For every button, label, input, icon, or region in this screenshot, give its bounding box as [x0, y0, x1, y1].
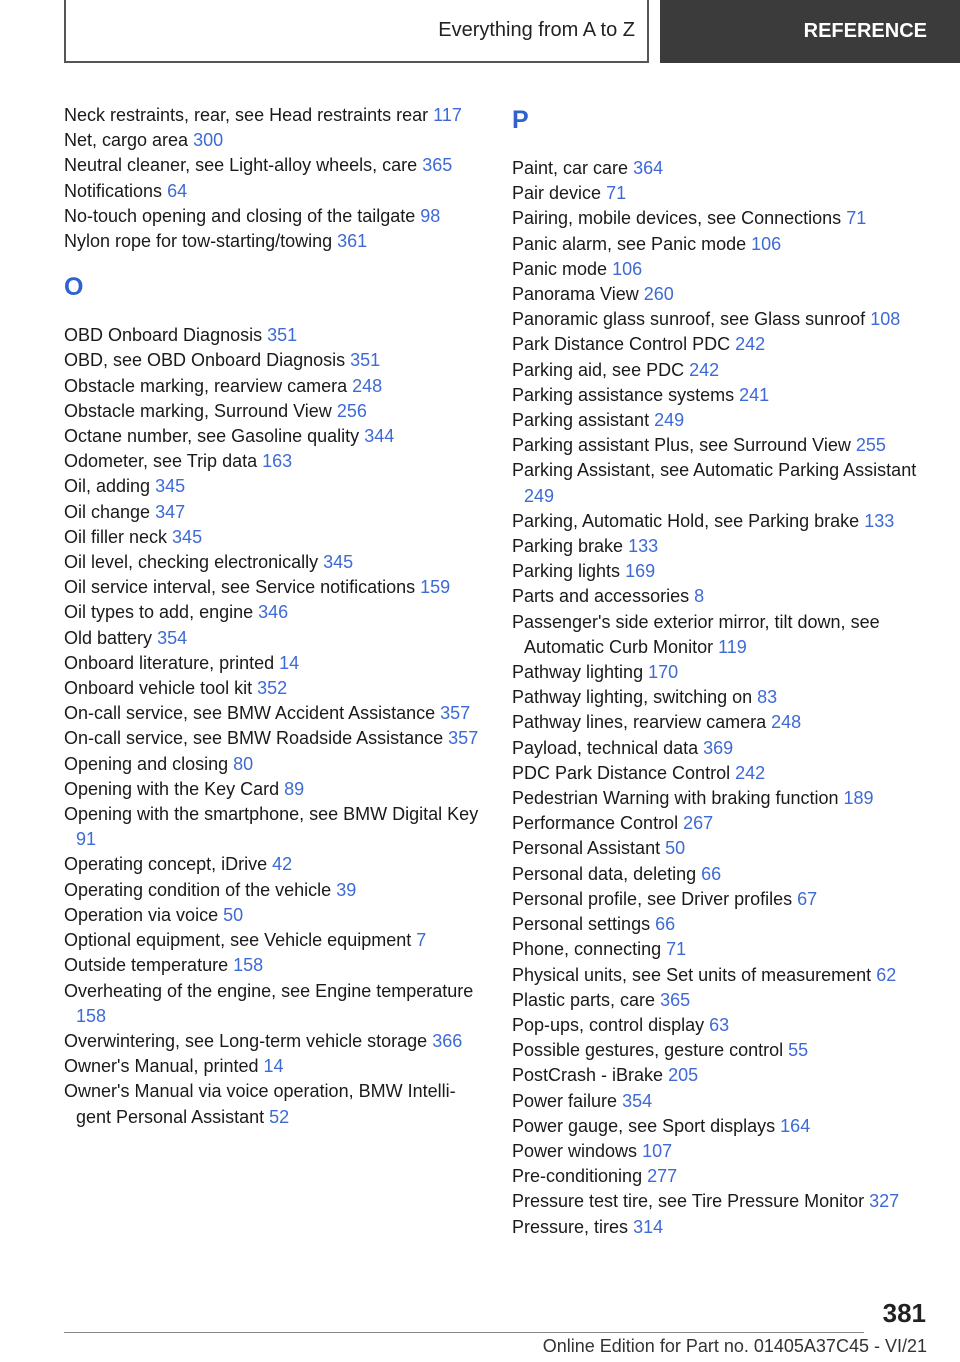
page-reference-link[interactable]: 108 [870, 309, 901, 330]
index-entry-text: Possible gestures, gesture control [512, 1040, 784, 1061]
page-reference-link[interactable]: 346 [258, 602, 289, 623]
index-entry-text: Payload, technical data [512, 737, 699, 758]
page-reference-link[interactable]: 64 [167, 180, 188, 201]
index-entry [64, 651, 484, 676]
page-reference-link[interactable]: 347 [155, 501, 186, 522]
page-reference-link[interactable]: 158 [76, 1005, 107, 1026]
page-reference-link[interactable]: 50 [223, 904, 244, 925]
index-entry [64, 153, 484, 178]
index-entry [512, 963, 932, 988]
index-entry [512, 282, 932, 307]
index-entry [512, 358, 932, 383]
index-entry [512, 610, 932, 660]
index-entry [512, 257, 932, 282]
page-reference-link[interactable]: 344 [364, 426, 395, 447]
index-entry-text: Plastic parts, care [512, 989, 656, 1010]
page-reference-link[interactable]: 365 [422, 155, 453, 176]
page-reference-link[interactable]: 314 [633, 1216, 664, 1237]
index-entry [512, 685, 932, 710]
index-entry-text: Operating condition of the vehicle [64, 879, 332, 900]
index-column-right [512, 103, 932, 1240]
index-entry-text: Parking assistant Plus, see Surround View [512, 435, 851, 456]
page-reference-link[interactable]: 66 [701, 863, 722, 884]
page-reference-link[interactable]: 364 [633, 158, 664, 178]
page-reference-link[interactable]: 55 [788, 1040, 809, 1061]
index-entry-text: Opening and closing [64, 753, 229, 774]
page-reference-link[interactable]: 98 [420, 205, 441, 226]
index-entry [512, 988, 932, 1013]
index-entry-text: Pair device [512, 183, 602, 204]
footer-divider [64, 1332, 864, 1333]
index-entry [512, 1215, 932, 1240]
index-entry [64, 701, 484, 726]
page-reference-link[interactable]: 366 [432, 1030, 463, 1051]
index-entry-text: Park Distance Control PDC [512, 334, 731, 355]
index-entry [512, 761, 932, 786]
index-entry-text: Net, cargo area [64, 130, 189, 151]
section-title: Everything from A to Z [438, 19, 635, 41]
page-reference-link[interactable]: 170 [648, 662, 679, 683]
index-entry [64, 802, 484, 852]
index-entry [512, 584, 932, 609]
index-entry-text: Phone, connecting [512, 939, 662, 960]
page-reference-link[interactable]: 327 [869, 1191, 900, 1212]
page-reference-link[interactable]: 83 [757, 687, 778, 708]
index-entry [512, 937, 932, 962]
index-entry [512, 206, 932, 231]
index-entry [512, 1189, 932, 1214]
index-entry [512, 181, 932, 206]
index-entry [64, 229, 484, 254]
index-entry-text: Overheating of the engine, see Engine temperature [64, 980, 474, 1001]
page-reference-link[interactable]: 89 [284, 778, 305, 799]
index-entry-text: OBD Onboard Diagnosis [64, 325, 263, 346]
page-reference-link[interactable]: 242 [689, 359, 720, 380]
page-reference-link[interactable]: 163 [262, 451, 293, 472]
index-entry [64, 1054, 484, 1079]
index-entry [512, 156, 932, 181]
index-entry-text: Pressure test tire, see Tire Pressure Monitor [512, 1191, 865, 1212]
page-reference-link[interactable]: 255 [855, 435, 886, 456]
page-reference-link[interactable]: 267 [683, 813, 714, 834]
index-column-left [64, 103, 484, 1130]
index-entry-text: Parts and accessories [512, 586, 690, 607]
page-reference-link[interactable]: 71 [846, 208, 867, 229]
index-entry [512, 836, 932, 861]
page-reference-link[interactable]: 63 [709, 1014, 730, 1035]
page-reference-link[interactable]: 71 [666, 939, 687, 960]
index-entry-text: Paint, car care [512, 158, 629, 178]
index-entry-text: Power windows [512, 1140, 638, 1161]
chapter-tab [660, 0, 960, 63]
index-entry-text: Pathway lighting, switching on [512, 687, 753, 708]
index-entry [512, 862, 932, 887]
index-entry-text: Pop-ups, control display [512, 1014, 705, 1035]
index-entry [64, 600, 484, 625]
page-number: 381 [882, 1298, 926, 1328]
page-reference-link[interactable]: 106 [751, 233, 782, 254]
index-entry-text: Oil level, checking electronically [64, 552, 319, 573]
page-reference-link[interactable]: 80 [233, 753, 254, 774]
page-reference-link[interactable]: 91 [76, 829, 97, 850]
index-entry-text: No-touch opening and closing of the tailgate [64, 205, 416, 226]
index-entry [64, 928, 484, 953]
index-entry-text: Owner's Manual via voice operation, BMW Intelligent Personal Assistant [64, 1081, 456, 1127]
index-entry-text: Opening with the smartphone, see BMW Digital Key [64, 804, 479, 825]
index-entry [64, 550, 484, 575]
index-entry [512, 660, 932, 685]
page-reference-link[interactable]: 357 [448, 728, 479, 749]
page-reference-link[interactable]: 42 [272, 854, 293, 875]
index-entry-text: OBD, see OBD Onboard Diagnosis [64, 350, 346, 371]
index-entry-text: On-call service, see BMW Roadside Assistance [64, 728, 444, 749]
index-entry [512, 332, 932, 357]
chapter-tab-label: REFERENCE [803, 20, 927, 42]
index-entry [512, 1038, 932, 1063]
index-entry-text: Odometer, see Trip data [64, 451, 258, 472]
page-reference-link[interactable]: 119 [718, 636, 747, 657]
index-entry [512, 408, 932, 433]
index-entry-text: Physical units, see Set units of measurement [512, 964, 872, 985]
index-entry [64, 676, 484, 701]
index-entry-text: Panoramic glass sunroof, see Glass sunroof [512, 309, 866, 330]
index-entry-text: Pre-conditioning [512, 1166, 643, 1187]
index-entry-text: Opening with the Key Card [64, 778, 280, 799]
page-reference-link[interactable]: 345 [155, 476, 186, 497]
index-entry [64, 1079, 484, 1129]
index-entry-text: Neutral cleaner, see Light-alloy wheels, care [64, 155, 418, 176]
index-entry-text: Personal Assistant [512, 838, 661, 859]
index-entry-text: Panorama View [512, 284, 639, 305]
index-entry [64, 500, 484, 525]
index-entry-text: Onboard literature, printed [64, 652, 275, 673]
page-reference-link[interactable]: 66 [655, 914, 676, 935]
index-entry [64, 726, 484, 751]
page-reference-link[interactable]: 159 [420, 577, 451, 598]
index-entry [64, 449, 484, 474]
index-entry [64, 752, 484, 777]
index-entry-text: Pathway lighting [512, 662, 644, 683]
index-entry-text: Owner's Manual, printed [64, 1056, 259, 1077]
index-entry [512, 1114, 932, 1139]
page-reference-link[interactable]: 39 [336, 879, 357, 900]
page-reference-link[interactable]: 71 [606, 183, 627, 204]
index-entry-text: Personal profile, see Driver profiles [512, 888, 793, 909]
index-entry-text: Parking aid, see PDC [512, 359, 685, 380]
index-entry-text: Panic mode [512, 258, 608, 279]
index-entry-text: Passenger's side exterior mirror, tilt down, see Automatic Curb Monitor [512, 611, 880, 657]
index-entry [64, 103, 484, 128]
page-reference-link[interactable]: 14 [279, 652, 300, 673]
index-entry [64, 399, 484, 424]
page-reference-link[interactable]: 169 [625, 561, 656, 582]
index-entry [64, 852, 484, 877]
page-reference-link[interactable]: 248 [352, 375, 383, 396]
page-reference-link[interactable]: 14 [263, 1056, 284, 1077]
index-entry-text: Obstacle marking, Surround View [64, 400, 332, 421]
page-reference-link[interactable]: 189 [843, 788, 874, 809]
index-entry [64, 128, 484, 153]
index-entry [64, 348, 484, 373]
index-entry-text: Overwintering, see Long-term vehicle storage [64, 1030, 428, 1051]
page-reference-link[interactable]: 242 [735, 334, 766, 355]
index-entry-text: Onboard vehicle tool kit [64, 678, 253, 699]
running-header [64, 0, 649, 63]
footer-edition: Online Edition for Part no. 01405A37C45 - VI/21 [542, 1336, 927, 1356]
index-entry [512, 383, 932, 408]
index-entry [512, 736, 932, 761]
index-entry-text: Pairing, mobile devices, see Connections [512, 208, 842, 229]
index-entry [512, 458, 932, 508]
page-reference-link[interactable]: 365 [660, 989, 691, 1010]
index-entry [64, 575, 484, 600]
index-entry-text: Personal settings [512, 914, 651, 935]
page-reference-link[interactable]: 354 [157, 627, 188, 648]
index-entry-text: Parking brake [512, 536, 624, 557]
page-reference-link[interactable]: 260 [643, 284, 674, 305]
page-reference-link[interactable]: 67 [797, 888, 818, 909]
index-entry-text: Octane number, see Gasoline quality [64, 426, 360, 447]
index-entry [64, 474, 484, 499]
index-entry-text: Optional equipment, see Vehicle equipment [64, 930, 412, 951]
index-entry [512, 559, 932, 584]
page-reference-link[interactable]: 354 [622, 1090, 653, 1111]
page-reference-link[interactable]: 241 [739, 384, 770, 405]
index-entry-text: On-call service, see BMW Accident Assistance [64, 703, 436, 724]
index-entry [64, 424, 484, 449]
page-reference-link[interactable]: 158 [233, 955, 264, 976]
page-reference-link[interactable]: 277 [647, 1166, 678, 1187]
index-entry [512, 786, 932, 811]
index-entry [512, 1089, 932, 1114]
page-reference-link[interactable]: 8 [694, 586, 705, 607]
page-reference-link[interactable]: 345 [323, 552, 354, 573]
page-reference-link[interactable]: 164 [780, 1115, 811, 1136]
index-entry-text: Parking, Automatic Hold, see Parking brake [512, 510, 860, 531]
index-entry-text: Parking Assistant, see Automatic Parking Assistant [512, 460, 917, 481]
index-entry-text: Personal data, deleting [512, 863, 697, 884]
page-reference-link[interactable]: 345 [172, 526, 203, 547]
index-entry-text: Notifications [64, 180, 163, 201]
index-entry [512, 534, 932, 559]
index-entry [512, 1139, 932, 1164]
index-letter-heading: P [512, 106, 529, 134]
index-entry [512, 433, 932, 458]
index-entry-text: Neck restraints, rear, see Head restraints rear [64, 105, 429, 125]
index-entry [64, 953, 484, 978]
index-entry-text: Operation via voice [64, 904, 219, 925]
page-reference-link[interactable]: 351 [350, 350, 381, 371]
page-reference-link[interactable]: 133 [628, 536, 659, 557]
page-reference-link[interactable]: 106 [612, 258, 643, 279]
index-entry-text: PostCrash - iBrake [512, 1065, 664, 1086]
index-entry [64, 903, 484, 928]
page-reference-link[interactable]: 249 [654, 410, 685, 431]
index-entry [64, 979, 484, 1029]
index-entry [64, 204, 484, 229]
index-entry [512, 1013, 932, 1038]
index-entry-text: Power failure [512, 1090, 618, 1111]
index-entry-text: Oil service interval, see Service notifications [64, 577, 416, 598]
index-entry-text: Old battery [64, 627, 153, 648]
index-entry [512, 912, 932, 937]
page-reference-link[interactable]: 7 [416, 930, 427, 951]
index-entry-text: Oil filler neck [64, 526, 168, 547]
page-reference-link[interactable]: 62 [876, 964, 897, 985]
index-entry [64, 626, 484, 651]
index-entry [512, 509, 932, 534]
index-entry [512, 710, 932, 735]
page-reference-link[interactable]: 248 [771, 712, 802, 733]
index-entry [64, 777, 484, 802]
page-reference-link[interactable]: 256 [336, 400, 367, 421]
page-reference-link[interactable]: 52 [269, 1106, 290, 1127]
index-entry [64, 525, 484, 550]
page-reference-link[interactable]: 205 [668, 1065, 699, 1086]
page-reference-link[interactable]: 351 [267, 325, 298, 346]
page-reference-link[interactable]: 249 [524, 485, 555, 506]
page-reference-link[interactable]: 133 [864, 510, 895, 531]
page-reference-link[interactable]: 50 [665, 838, 686, 859]
index-entry [512, 232, 932, 257]
index-entry-text: Nylon rope for tow-starting/towing [64, 231, 333, 252]
index-entry-text: Power gauge, see Sport displays [512, 1115, 776, 1136]
page-reference-link[interactable]: 242 [735, 762, 766, 783]
index-entry [64, 1029, 484, 1054]
index-entry [64, 878, 484, 903]
index-entry [512, 307, 932, 332]
index-entry-text: Performance Control [512, 813, 679, 834]
index-entry-text: Pathway lines, rearview camera [512, 712, 767, 733]
index-entry [512, 1063, 932, 1088]
index-entry [512, 887, 932, 912]
index-entry-text: Pedestrian Warning with braking function [512, 788, 839, 809]
page-reference-link[interactable]: 369 [703, 737, 734, 758]
index-entry-text: Oil types to add, engine [64, 602, 254, 623]
index-entry-text: Parking lights [512, 561, 621, 582]
page-reference-link[interactable]: 117 [433, 105, 462, 125]
index-entry [512, 811, 932, 836]
index-letter-heading: O [64, 273, 84, 302]
index-entry-text: Outside temperature [64, 955, 229, 976]
index-entry-text: Parking assistant [512, 410, 650, 431]
page-reference-link[interactable]: 361 [337, 231, 368, 252]
page-reference-link[interactable]: 352 [257, 678, 288, 699]
index-entry [64, 323, 484, 348]
page-reference-link[interactable]: 357 [440, 703, 471, 724]
index-entry [64, 374, 484, 399]
index-entry-text: PDC Park Distance Control [512, 762, 731, 783]
index-entry [64, 179, 484, 204]
index-entry-text: Obstacle marking, rearview camera [64, 375, 348, 396]
index-entry-text: Operating concept, iDrive [64, 854, 268, 875]
index-entry-text: Panic alarm, see Panic mode [512, 233, 747, 254]
page-reference-link[interactable]: 300 [193, 130, 224, 151]
index-entry-text: Oil change [64, 501, 151, 522]
index-entry-text: Parking assistance systems [512, 384, 735, 405]
index-entry-text: Oil, adding [64, 476, 151, 497]
index-entry [512, 1164, 932, 1189]
index-entry-text: Pressure, tires [512, 1216, 629, 1237]
page-reference-link[interactable]: 107 [642, 1140, 673, 1161]
